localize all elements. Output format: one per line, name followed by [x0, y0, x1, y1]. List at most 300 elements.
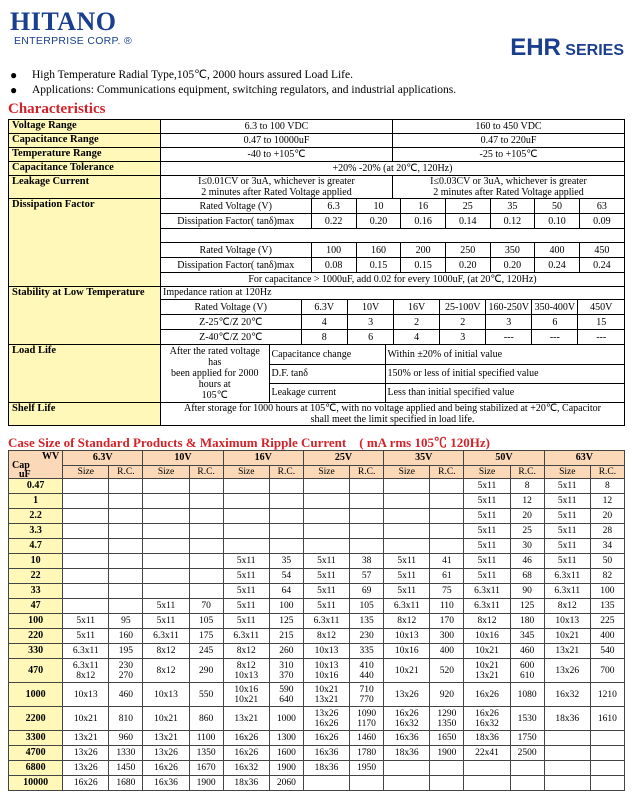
- rc-header: R.C.: [269, 466, 303, 479]
- df-voltage-cell: 250: [445, 243, 490, 257]
- case-size-cell: [384, 539, 430, 554]
- case-size-cell: 10x13: [384, 629, 430, 644]
- ripple-current-cell: [189, 584, 223, 599]
- ripple-current-cell: 1290 1350: [430, 707, 464, 731]
- case-size-cell: 5x11: [303, 569, 349, 584]
- ripple-current-cell: 590 640: [269, 683, 303, 707]
- case-size-cell: 5x11: [464, 539, 510, 554]
- bullet-item: ● Applications: Communications equipment, switching regulators, and industrial applications.: [10, 83, 457, 97]
- stability-voltage-cell: 25-100V: [440, 300, 486, 314]
- ripple-current-cell: 64: [269, 584, 303, 599]
- case-size-cell: [63, 584, 109, 599]
- case-size-cell: 5x11: [544, 524, 590, 539]
- ripple-current-cell: 1900: [269, 761, 303, 776]
- case-size-cell: [223, 539, 269, 554]
- ripple-current-cell: 1900: [430, 746, 464, 761]
- case-size-cell: 6.3x11: [303, 614, 349, 629]
- page-header: [0, 0, 632, 66]
- case-size-cell: 6.3x11: [63, 644, 109, 659]
- capacitance-cell: 1000: [9, 683, 63, 707]
- ripple-current-cell: 41: [430, 554, 464, 569]
- ripple-current-cell: [590, 776, 624, 791]
- ripple-current-cell: 2500: [510, 746, 544, 761]
- ripple-current-cell: 30: [510, 539, 544, 554]
- ripple-current-cell: 8: [510, 479, 544, 494]
- capacitance-cell: 100: [9, 614, 63, 629]
- case-size-cell: 8x12: [544, 599, 590, 614]
- ripple-current-cell: 54: [269, 569, 303, 584]
- case-size-cell: 16x36: [303, 746, 349, 761]
- stability-z25-cell: 2: [394, 315, 440, 329]
- ripple-current-cell: 57: [350, 569, 384, 584]
- case-size-cell: 6.3x11: [143, 629, 189, 644]
- rc-header: R.C.: [590, 466, 624, 479]
- characteristics-title: Characteristics: [8, 101, 106, 117]
- table-row: [9, 629, 625, 644]
- temperature-range-row: Temperature Range -40 to +105℃ -25 to +105℃: [9, 148, 625, 162]
- load-life-row: Load Life After the rated voltage has been applied for 2000 hours at 105℃ Capacitance change Within ±20% of initial value D.F. tanδ 150% or less of initial specified value Leakage current Less than initial specified value: [9, 345, 625, 403]
- ripple-current-cell: [189, 509, 223, 524]
- case-size-cell: [223, 509, 269, 524]
- case-size-cell: 5x11: [223, 599, 269, 614]
- voltage-header: 50V: [464, 451, 544, 466]
- ripple-current-cell: [430, 494, 464, 509]
- table-row: [9, 539, 625, 554]
- ripple-current-cell: 540: [590, 644, 624, 659]
- size-header: Size: [223, 466, 269, 479]
- ripple-current-cell: [189, 524, 223, 539]
- ripple-current-cell: 290: [189, 659, 223, 683]
- case-size-cell: 8x12 10x13: [223, 659, 269, 683]
- table-row: [9, 614, 625, 629]
- series-title: EHR SERIES: [510, 34, 624, 61]
- table-corner: WV Cap uF: [9, 451, 63, 479]
- case-size-cell: 18x36: [303, 761, 349, 776]
- df-voltage-cell: 50: [535, 199, 580, 213]
- case-size-cell: 10x16: [464, 629, 510, 644]
- stability-z40-cell: ---: [578, 330, 624, 344]
- size-header: Size: [303, 466, 349, 479]
- df-table-1: Rated Voltage (V) 6.3 10 16 25 35 50 63 Dissipation Factor( tanδ)max 0.22 0.20 0.16 0.14 0.12 0.10 0.09: [161, 199, 624, 228]
- case-size-cell: 10x21: [384, 659, 430, 683]
- ripple-current-cell: 260: [269, 644, 303, 659]
- stability-z25-cell: 2: [440, 315, 486, 329]
- df-value-cell: 0.20: [445, 258, 490, 272]
- ripple-current-cell: 1350: [189, 746, 223, 761]
- ripple-current-cell: 1460: [350, 731, 384, 746]
- df-voltage-cell: 350: [490, 243, 535, 257]
- ripple-current-cell: [269, 539, 303, 554]
- stability-z25-cell: 4: [321, 316, 327, 328]
- ripple-current-cell: 215: [269, 629, 303, 644]
- case-size-cell: [464, 776, 510, 791]
- case-size-cell: 6.3x11: [544, 584, 590, 599]
- capacitance-cell: 0.47: [9, 479, 63, 494]
- case-size-cell: 5x11: [223, 584, 269, 599]
- case-size-cell: 5x11: [223, 569, 269, 584]
- ripple-current-cell: [189, 494, 223, 509]
- capacitance-cell: 3300: [9, 731, 63, 746]
- case-size-cell: 13x21: [143, 731, 189, 746]
- df-voltage-cell: 63: [579, 199, 624, 213]
- capacitance-range-row: Capacitance Range 0.47 to 10000uF 0.47 to 220uF: [9, 134, 625, 148]
- ripple-current-cell: [350, 539, 384, 554]
- voltage-header: 16V: [223, 451, 303, 466]
- bullet-icon: ●: [10, 83, 18, 97]
- feature-bullets: [10, 68, 625, 98]
- ripple-current-cell: 61: [430, 569, 464, 584]
- ripple-current-cell: 1100: [189, 731, 223, 746]
- case-size-cell: [544, 761, 590, 776]
- ripple-current-cell: 230 270: [109, 659, 143, 683]
- ripple-current-cell: 1530: [510, 707, 544, 731]
- ripple-current-cell: [109, 584, 143, 599]
- case-size-cell: 6.3x11: [464, 599, 510, 614]
- table-row: [9, 524, 625, 539]
- ripple-current-cell: [189, 554, 223, 569]
- case-size-cell: 6.3x11 8x12: [63, 659, 109, 683]
- df-voltage-cell: 25: [445, 199, 490, 213]
- ripple-current-cell: 600 610: [510, 659, 544, 683]
- ripple-current-cell: 1610: [590, 707, 624, 731]
- ripple-current-cell: [269, 479, 303, 494]
- ripple-current-cell: 860: [189, 707, 223, 731]
- case-size-cell: 13x26: [63, 746, 109, 761]
- case-size-cell: [303, 776, 349, 791]
- brand-name: HITANO: [10, 7, 117, 36]
- ripple-current-cell: 170: [430, 614, 464, 629]
- case-size-cell: [63, 479, 109, 494]
- case-size-cell: 5x11: [544, 539, 590, 554]
- ripple-current-cell: 1210: [590, 683, 624, 707]
- case-size-cell: 8x12: [303, 629, 349, 644]
- stability-z25-cell: 15: [578, 315, 624, 329]
- ripple-current-cell: [109, 539, 143, 554]
- ripple-current-cell: [350, 494, 384, 509]
- ripple-current-cell: 105: [189, 614, 223, 629]
- case-size-cell: 5x11: [464, 554, 510, 569]
- case-size-cell: [384, 524, 430, 539]
- ripple-current-cell: 400: [590, 629, 624, 644]
- bullet-icon: ●: [10, 68, 18, 82]
- ripple-current-cell: [109, 509, 143, 524]
- voltage-range-row: Voltage Range 6.3 to 100 VDC 160 to 450 VDC: [9, 120, 625, 134]
- ripple-current-cell: 810: [109, 707, 143, 731]
- ripple-current-cell: 700: [590, 659, 624, 683]
- df-value-cell: 0.15: [356, 258, 401, 272]
- case-size-cell: [384, 494, 430, 509]
- case-size-cell: 16x26: [223, 746, 269, 761]
- case-size-cell: 5x11: [63, 629, 109, 644]
- case-size-cell: [223, 479, 269, 494]
- ripple-current-cell: 46: [510, 554, 544, 569]
- ripple-current-cell: 460: [109, 683, 143, 707]
- ripple-current-cell: 160: [109, 629, 143, 644]
- capacitance-cell: 220: [9, 629, 63, 644]
- capacitance-cell: 330: [9, 644, 63, 659]
- case-size-cell: 5x11: [303, 554, 349, 569]
- df-note-row: For capacitance > 1000uF, add 0.02 for every 1000uF, (at 20℃, 120Hz): [9, 273, 625, 287]
- ripple-current-cell: 410 440: [350, 659, 384, 683]
- ripple-current-cell: [109, 479, 143, 494]
- df-value-cell: 0.20: [356, 214, 401, 228]
- case-size-cell: 6.3x11: [544, 569, 590, 584]
- characteristics-table: [8, 119, 625, 426]
- stability-z40-cell: 3: [440, 330, 486, 344]
- ripple-current-cell: 1450: [109, 761, 143, 776]
- ripple-current-cell: 245: [189, 644, 223, 659]
- ripple-current-cell: [189, 539, 223, 554]
- df-value-cell: 0.22: [324, 215, 343, 227]
- stability-z40-cell: 8: [321, 331, 327, 343]
- ripple-current-cell: [510, 776, 544, 791]
- ripple-current-cell: 12: [590, 494, 624, 509]
- ripple-current-cell: 20: [590, 509, 624, 524]
- capacitance-cell: 4.7: [9, 539, 63, 554]
- case-size-cell: 5x11: [464, 509, 510, 524]
- ripple-current-cell: [189, 569, 223, 584]
- df-voltage-cell: 35: [490, 199, 535, 213]
- ripple-current-cell: [269, 509, 303, 524]
- stability-voltage-cell: 6.3V: [314, 301, 335, 313]
- case-size-cell: 16x36: [384, 731, 430, 746]
- case-size-cell: [143, 554, 189, 569]
- case-size-cell: 5x11: [544, 554, 590, 569]
- ripple-current-cell: 110: [430, 599, 464, 614]
- voltage-header: 63V: [544, 451, 624, 466]
- ripple-current-cell: 68: [510, 569, 544, 584]
- voltage-header: 35V: [384, 451, 464, 466]
- case-size-cell: 6.3x11: [384, 599, 430, 614]
- voltage-header: 25V: [303, 451, 383, 466]
- case-size-cell: 5x11: [63, 614, 109, 629]
- ripple-current-cell: 100: [269, 599, 303, 614]
- case-size-cell: 5x11: [384, 584, 430, 599]
- capacitance-tolerance-row: Capacitance Tolerance +20% -20% (at 20℃, 120Hz): [9, 162, 625, 176]
- case-size-cell: [143, 524, 189, 539]
- ripple-current-cell: [109, 599, 143, 614]
- ripple-current-cell: 310 370: [269, 659, 303, 683]
- case-size-cell: 13x26: [384, 683, 430, 707]
- ripple-current-cell: 1000: [269, 707, 303, 731]
- table-row: [9, 761, 625, 776]
- ripple-current-cell: [109, 569, 143, 584]
- ripple-current-cell: 195: [109, 644, 143, 659]
- voltage-header-row: [9, 451, 625, 466]
- capacitance-cell: 6800: [9, 761, 63, 776]
- stability-z40-cell: ---: [532, 330, 578, 344]
- ripple-current-cell: [350, 479, 384, 494]
- case-size-cell: 13x21: [223, 707, 269, 731]
- case-size-cell: 5x11: [223, 554, 269, 569]
- case-size-cell: 18x36: [544, 707, 590, 731]
- df-value-cell: 0.16: [401, 214, 446, 228]
- case-size-cell: [303, 479, 349, 494]
- case-size-cell: 16x26: [63, 776, 109, 791]
- case-size-cell: 16x32: [544, 683, 590, 707]
- stability-z25-cell: 3: [348, 315, 394, 329]
- brand-subtitle: ENTERPRISE CORP. ®: [14, 35, 132, 47]
- ripple-current-cell: [430, 539, 464, 554]
- size-header: Size: [63, 466, 109, 479]
- case-size-cell: 5x11: [384, 554, 430, 569]
- stability-voltage-cell: 450V: [578, 300, 624, 314]
- ripple-current-cell: 1080: [510, 683, 544, 707]
- case-size-cell: [63, 509, 109, 524]
- case-size-cell: [223, 524, 269, 539]
- case-size-cell: 10x21: [63, 707, 109, 731]
- ripple-current-cell: 1950: [350, 761, 384, 776]
- df-value-cell: 0.24: [535, 258, 580, 272]
- ripple-current-cell: 520: [430, 659, 464, 683]
- size-header: Size: [544, 466, 590, 479]
- case-size-cell: [303, 539, 349, 554]
- dissipation-factor-row: Dissipation Factor Rated Voltage (V) 6.3 10 16 25 35 50 63 Dissipation Factor( tanδ)max 0.22 0.20 0.16 0.14 0.12 0.10 0.09 Rated Voltage (V) 100 160 200 250 350 400 450 Dissipation Factor( tanδ)max 0.08 0.15 0.15 0.20 0.20 0.24 0.24: [9, 199, 625, 273]
- ripple-current-cell: 400: [430, 644, 464, 659]
- case-size-cell: [63, 554, 109, 569]
- ripple-current-cell: 550: [189, 683, 223, 707]
- ripple-current-cell: [269, 494, 303, 509]
- voltage-header: 10V: [143, 451, 223, 466]
- case-size-cell: 10x21: [464, 644, 510, 659]
- table-row: [9, 707, 625, 731]
- case-size-cell: 5x11: [464, 479, 510, 494]
- case-size-cell: 6.3x11: [464, 584, 510, 599]
- df-voltage-cell: 16: [401, 199, 446, 213]
- case-size-cell: 8x12: [143, 644, 189, 659]
- capacitance-cell: 2.2: [9, 509, 63, 524]
- ripple-current-cell: 230: [350, 629, 384, 644]
- table-row: [9, 731, 625, 746]
- table-row: [9, 554, 625, 569]
- ripple-current-cell: 125: [269, 614, 303, 629]
- table-row: [9, 776, 625, 791]
- table-row: [9, 746, 625, 761]
- ripple-current-cell: 1780: [350, 746, 384, 761]
- ripple-current-cell: [109, 554, 143, 569]
- case-size-cell: 10x13: [63, 683, 109, 707]
- case-size-cell: 5x11: [464, 524, 510, 539]
- case-size-cell: 13x26 16x26: [303, 707, 349, 731]
- case-size-cell: 10x16: [384, 644, 430, 659]
- capacitance-cell: 1: [9, 494, 63, 509]
- ripple-current-cell: 38: [350, 554, 384, 569]
- ripple-current-cell: 345: [510, 629, 544, 644]
- load-life-table: After the rated voltage has been applied for 2000 hours at 105℃ Capacitance change Within ±20% of initial value D.F. tanδ 150% or less of initial specified value Leakage current Less than initial specified value: [161, 345, 624, 402]
- ripple-current-cell: [590, 761, 624, 776]
- ripple-current-cell: 75: [430, 584, 464, 599]
- ripple-current-cell: 1750: [510, 731, 544, 746]
- case-size-cell: [384, 479, 430, 494]
- ripple-current-cell: 460: [510, 644, 544, 659]
- ripple-current-cell: 1300: [269, 731, 303, 746]
- df-voltage-cell: 400: [535, 243, 580, 257]
- case-size-cell: [143, 509, 189, 524]
- table-row: [9, 494, 625, 509]
- ripple-current-cell: [350, 524, 384, 539]
- size-header: Size: [384, 466, 430, 479]
- case-size-cell: [384, 776, 430, 791]
- case-size-cell: 16x26: [143, 761, 189, 776]
- df-value-cell: 0.12: [490, 214, 535, 228]
- case-size-cell: 18x36: [223, 776, 269, 791]
- ripple-current-cell: 920: [430, 683, 464, 707]
- ripple-current-cell: 2060: [269, 776, 303, 791]
- case-size-cell: 13x21: [544, 644, 590, 659]
- ripple-current-cell: [430, 479, 464, 494]
- df-value-cell: 0.15: [401, 258, 446, 272]
- ripple-current-cell: 70: [189, 599, 223, 614]
- leakage-current-row: Leakage Current I≤0.01CV or 3uA, whichever is greater 2 minutes after Rated Voltage applied I≤0.03CV or 3uA, whichever is greater 2 minutes after Rated Voltage applied: [9, 176, 625, 199]
- bullet-item: ● High Temperature Radial Type,105℃, 2000 hours assured Load Life.: [10, 68, 353, 82]
- case-size-cell: 10x21: [143, 707, 189, 731]
- ripple-current-cell: 1090 1170: [350, 707, 384, 731]
- case-size-cell: [384, 761, 430, 776]
- subheader-row: [9, 466, 625, 479]
- case-size-cell: [544, 746, 590, 761]
- table-row: [9, 584, 625, 599]
- ripple-current-cell: 1330: [109, 746, 143, 761]
- stability-voltage-cell: 160-250V: [486, 300, 532, 314]
- ripple-current-cell: 105: [350, 599, 384, 614]
- capacitance-cell: 47: [9, 599, 63, 614]
- case-size-cell: 10x21: [544, 629, 590, 644]
- case-size-cell: [303, 509, 349, 524]
- ripple-current-cell: 1900: [189, 776, 223, 791]
- ripple-current-cell: 20: [510, 509, 544, 524]
- table-row: [9, 683, 625, 707]
- ripple-current-cell: 175: [189, 629, 223, 644]
- capacitance-cell: 10000: [9, 776, 63, 791]
- case-size-cell: [63, 494, 109, 509]
- case-size-cell: 5x11: [544, 494, 590, 509]
- ripple-current-cell: [430, 509, 464, 524]
- ripple-current-cell: 300: [430, 629, 464, 644]
- ripple-current-cell: 90: [510, 584, 544, 599]
- df-value-cell: 0.08: [324, 259, 343, 271]
- ripple-current-cell: 1670: [189, 761, 223, 776]
- ripple-current-cell: [350, 509, 384, 524]
- case-size-cell: 22x41: [464, 746, 510, 761]
- case-size-cell: [143, 569, 189, 584]
- case-size-cell: 8x12: [223, 644, 269, 659]
- ripple-current-cell: 35: [269, 554, 303, 569]
- case-size-cell: [63, 599, 109, 614]
- case-size-cell: 13x21: [63, 731, 109, 746]
- case-size-cell: 13x26: [544, 659, 590, 683]
- case-size-cell: [143, 479, 189, 494]
- df-voltage-cell: 10: [356, 199, 401, 213]
- ripple-current-cell: [510, 761, 544, 776]
- case-size-cell: 8x12: [384, 614, 430, 629]
- case-size-cell: 10x16 10x21: [223, 683, 269, 707]
- case-size-cell: [544, 776, 590, 791]
- stability-row: Stability at Low Temperature Impedance ration at 120Hz Rated Voltage (V) 6.3V 10V 16V 25-100V 160-250V 350-400V 450V Z-25℃/Z 20℃ 4 3 2 2 3 6 15 Z-40℃/Z 20℃ 8 6 4 3 --- --- ---: [9, 287, 625, 345]
- df-voltage-cell: 6.3: [327, 200, 340, 212]
- capacitance-cell: 22: [9, 569, 63, 584]
- ripple-title: Case Size of Standard Products & Maximum Ripple Current ( mA rms 105℃ 120Hz): [8, 435, 490, 450]
- voltage-header: 6.3V: [63, 451, 143, 466]
- df-value-cell: 0.24: [579, 258, 624, 272]
- case-size-cell: [63, 569, 109, 584]
- capacitance-cell: 33: [9, 584, 63, 599]
- case-size-cell: [143, 494, 189, 509]
- case-size-cell: [303, 524, 349, 539]
- ripple-current-cell: 135: [590, 599, 624, 614]
- ripple-current-cell: 50: [590, 554, 624, 569]
- rc-header: R.C.: [189, 466, 223, 479]
- ripple-current-cell: [430, 524, 464, 539]
